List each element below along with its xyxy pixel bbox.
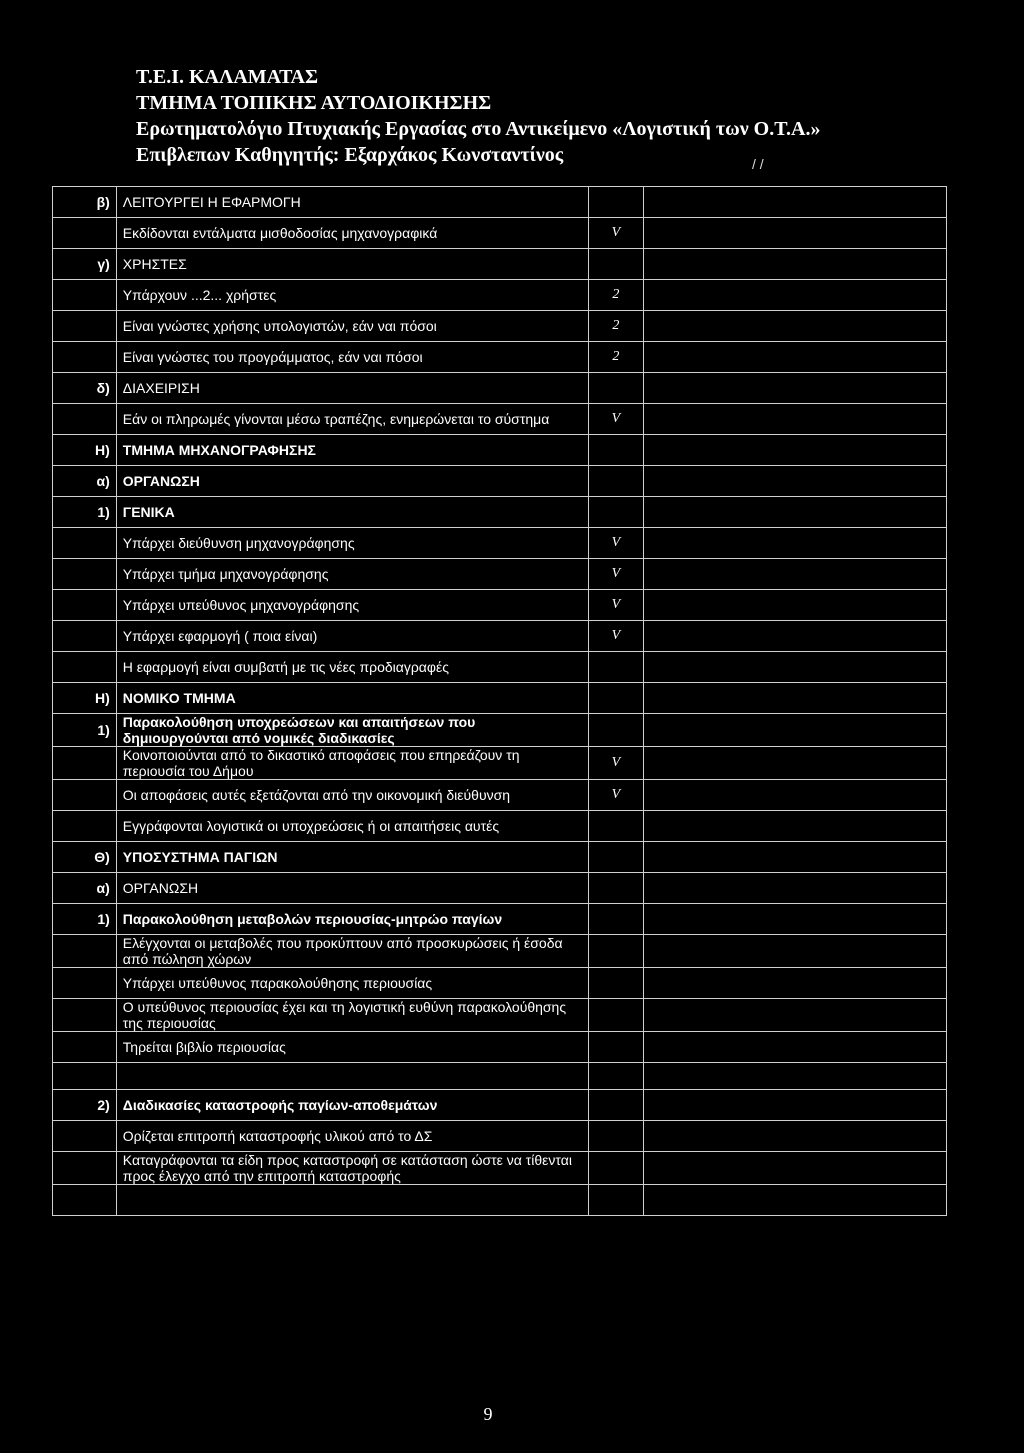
row-check: [588, 497, 644, 528]
row-label: Θ): [53, 842, 117, 873]
row-label: α): [53, 466, 117, 497]
row-check: [588, 652, 644, 683]
row-check: [588, 1121, 644, 1152]
row-text: ΧΡΗΣΤΕΣ: [116, 249, 588, 280]
row-text: Τηρείται βιβλίο περιουσίας: [116, 1032, 588, 1063]
row-label: [53, 935, 117, 968]
row-text: Καταγράφονται τα είδη προς καταστροφή σε κατάσταση ώστε να τίθενται προς έλεγχο από την επιτροπή καταστροφής: [116, 1152, 588, 1185]
row-text: Υπάρχει υπεύθυνος παρακολούθησης περιουσίας: [116, 968, 588, 999]
row-check: V: [588, 559, 644, 590]
table-row: [53, 404, 947, 435]
table-row: [53, 528, 947, 559]
row-text: ΟΡΓΑΝΩΣΗ: [116, 466, 588, 497]
row-label: 1): [53, 714, 117, 747]
row-label: [53, 1063, 117, 1090]
row-label: 2): [53, 1090, 117, 1121]
row-text: ΓΕΝΙΚΑ: [116, 497, 588, 528]
table-row: [53, 968, 947, 999]
row-text: [116, 1063, 588, 1090]
table-row: [53, 621, 947, 652]
row-check: [588, 249, 644, 280]
row-check: [588, 187, 644, 218]
table-row: [53, 466, 947, 497]
table-row: [53, 904, 947, 935]
row-check: [588, 999, 644, 1032]
row-check: [588, 1032, 644, 1063]
row-check: [588, 1152, 644, 1185]
row-check: [588, 435, 644, 466]
table-row: [53, 1090, 947, 1121]
row-label: [53, 1121, 117, 1152]
row-label: [53, 528, 117, 559]
row-text: ΟΡΓΑΝΩΣΗ: [116, 873, 588, 904]
row-label: [53, 404, 117, 435]
table-row: [53, 780, 947, 811]
table-row: [53, 373, 947, 404]
table-row: [53, 873, 947, 904]
table-row: [53, 590, 947, 621]
table-row: [53, 1185, 947, 1216]
table-row: [53, 435, 947, 466]
row-check: [588, 935, 644, 968]
row-label: [53, 218, 117, 249]
row-label: [53, 1185, 117, 1216]
row-label: 1): [53, 497, 117, 528]
row-label: [53, 621, 117, 652]
table-row: [53, 280, 947, 311]
row-text: ΤΜΗΜΑ ΜΗΧΑΝΟΓΡΑΦΗΣΗΣ: [116, 435, 588, 466]
row-text: Υπάρχει τμήμα μηχανογράφησης: [116, 559, 588, 590]
row-label: β): [53, 187, 117, 218]
table-row: [53, 311, 947, 342]
table-row: [53, 1121, 947, 1152]
row-text: Ο υπεύθυνος περιουσίας έχει και τη λογιστική ευθύνη παρακολούθησης της περιουσίας: [116, 999, 588, 1032]
row-check: 2: [588, 311, 644, 342]
row-text: Υπάρχει υπεύθυνος μηχανογράφησης: [116, 590, 588, 621]
row-label: [53, 590, 117, 621]
row-check: 2: [588, 280, 644, 311]
row-check: [588, 714, 644, 747]
row-check: [588, 873, 644, 904]
table-row: [53, 249, 947, 280]
row-label: [53, 811, 117, 842]
row-text: Εάν οι πληρωμές γίνονται μέσω τραπέζης, ενημερώνεται το σύστημα: [116, 404, 588, 435]
row-text: ΛΕΙΤΟΥΡΓΕΙ Η ΕΦΑΡΜΟΓΗ: [116, 187, 588, 218]
table-row: [53, 714, 947, 747]
table-row: [53, 683, 947, 714]
row-label: [53, 968, 117, 999]
row-check: [588, 373, 644, 404]
row-text: Είναι γνώστες του προγράμματος, εάν ναι πόσοι: [116, 342, 588, 373]
page-number: 9: [483, 1404, 493, 1424]
table-row: [53, 935, 947, 968]
row-label: α): [53, 873, 117, 904]
table-row: [53, 218, 947, 249]
row-text: ΝΟΜΙΚΟ ΤΜΗΜΑ: [116, 683, 588, 714]
row-text: Εκδίδονται εντάλματα μισθοδοσίας μηχανογραφικά: [116, 218, 588, 249]
table-row: [53, 842, 947, 873]
row-label: [53, 342, 117, 373]
row-check: V: [588, 404, 644, 435]
row-text: [116, 1185, 588, 1216]
table-row: [53, 559, 947, 590]
row-check: [588, 683, 644, 714]
table-row: [53, 999, 947, 1032]
department-name: ΤΜΗΜΑ ΤΟΠΙΚΗΣ ΑΥΤΟΔΙΟΙΚΗΣΗΣ: [136, 92, 492, 114]
row-label: δ): [53, 373, 117, 404]
table-row: [53, 497, 947, 528]
table-row: [53, 652, 947, 683]
row-check: [588, 904, 644, 935]
row-text: Υπάρχει διεύθυνση μηχανογράφησης: [116, 528, 588, 559]
table-row: [53, 747, 947, 780]
table-row: [53, 1063, 947, 1090]
row-check: V: [588, 590, 644, 621]
row-check: [588, 811, 644, 842]
row-label: [53, 280, 117, 311]
row-text: ΥΠΟΣΥΣΤΗΜΑ ΠΑΓΙΩΝ: [116, 842, 588, 873]
row-text: Εγγράφονται λογιστικά οι υποχρεώσεις ή οι απαιτήσεις αυτές: [116, 811, 588, 842]
row-label: [53, 747, 117, 780]
row-check: V: [588, 528, 644, 559]
table-row: [53, 811, 947, 842]
row-label: γ): [53, 249, 117, 280]
row-text: Διαδικασίες καταστροφής παγίων-αποθεμάτων: [116, 1090, 588, 1121]
handwritten-mark: / /: [752, 156, 764, 172]
table-row: [53, 187, 947, 218]
table-row: [53, 1032, 947, 1063]
row-text: Υπάρχουν ...2... χρήστες: [116, 280, 588, 311]
row-check: [588, 1090, 644, 1121]
row-check: V: [588, 780, 644, 811]
row-label: [53, 311, 117, 342]
table-row: [53, 1152, 947, 1185]
row-label: Η): [53, 683, 117, 714]
row-text: Ορίζεται επιτροπή καταστροφής υλικού από το ΔΣ: [116, 1121, 588, 1152]
row-label: [53, 780, 117, 811]
row-check: 2: [588, 342, 644, 373]
row-label: [53, 1152, 117, 1185]
row-text: Οι αποφάσεις αυτές εξετάζονται από την οικονομική διεύθυνση: [116, 780, 588, 811]
row-check: V: [588, 218, 644, 249]
row-label: [53, 1032, 117, 1063]
row-text: Υπάρχει εφαρμογή ( ποια είναι): [116, 621, 588, 652]
row-check: [588, 466, 644, 497]
row-text: Παρακολούθηση μεταβολών περιουσίας-μητρώο παγίων: [116, 904, 588, 935]
row-text: Παρακολούθηση υποχρεώσεων και απαιτήσεων που δημιουργούνται από νομικές διαδικασίες: [116, 714, 588, 747]
institution-name: Τ.Ε.Ι. ΚΑΛΑΜΑΤΑΣ: [136, 66, 319, 88]
row-check: [588, 1063, 644, 1090]
row-label: [53, 999, 117, 1032]
row-label: 1): [53, 904, 117, 935]
questionnaire-table: [52, 186, 947, 1216]
row-check: [588, 1185, 644, 1216]
row-check: V: [588, 747, 644, 780]
table-row: [53, 342, 947, 373]
row-text: Κοινοποιούνται από το δικαστικό αποφάσεις που επηρεάζουν τη περιουσία του Δήμου: [116, 747, 588, 780]
row-label: Η): [53, 435, 117, 466]
row-check: V: [588, 621, 644, 652]
row-label: [53, 559, 117, 590]
row-text: Είναι γνώστες χρήσης υπολογιστών, εάν ναι πόσοι: [116, 311, 588, 342]
row-text: Ελέγχονται οι μεταβολές που προκύπτουν από προσκυρώσεις ή έσοδα από πώληση χώρων: [116, 935, 588, 968]
row-text: ΔΙΑΧΕΙΡΙΣΗ: [116, 373, 588, 404]
row-check: [588, 842, 644, 873]
questionnaire-title: Ερωτηματολόγιο Πτυχιακής Εργασίας στο Αντικείμενο «Λογιστική των Ο.Τ.Α.»: [136, 118, 821, 140]
row-check: [588, 968, 644, 999]
row-text: Η εφαρμογή είναι συμβατή με τις νέες προδιαγραφές: [116, 652, 588, 683]
row-label: [53, 652, 117, 683]
supervisor-line: Επιβλεπων Καθηγητής: Εξαρχάκος Κωνσταντίνος: [136, 144, 564, 166]
